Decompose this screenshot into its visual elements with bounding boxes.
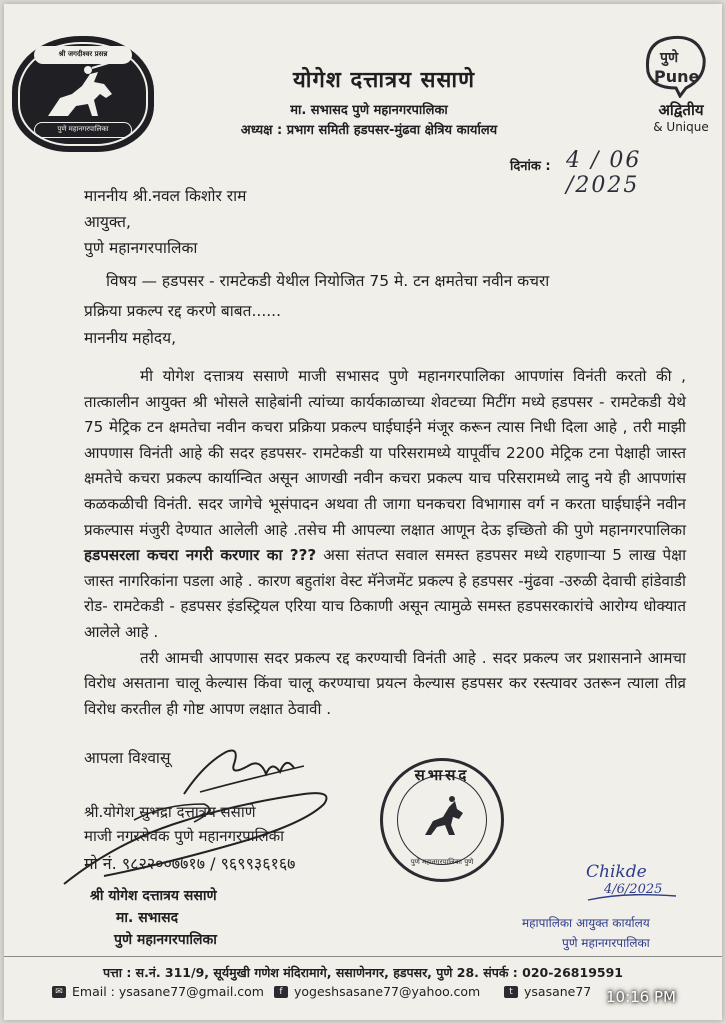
subject-line-2: प्रक्रिया प्रकल्प रद्द करणे बाबत...... <box>84 302 282 320</box>
pune-logo-latin: Pune <box>654 67 700 86</box>
closing: आपला विश्वासू <box>84 749 171 767</box>
name-stamp-line-2: मा. सभासद <box>116 910 179 926</box>
footer-facebook-text: yogeshsasane77@yahoo.com <box>294 984 481 999</box>
receipt-date: 4/6/2025 <box>604 882 663 897</box>
name-stamp-line-3: पुणे महानगरपालिका <box>114 932 217 948</box>
letter-page <box>4 4 722 1020</box>
footer-email <box>52 984 264 999</box>
letterhead-name: योगेश दत्तात्रय ससाणे <box>293 68 475 93</box>
signatory-name: श्री.योगेश सुभद्रा दत्तात्रय ससाणे <box>84 803 256 821</box>
recipient-name: माननीय श्री.नवल किशोर राम <box>84 187 247 205</box>
footer-facebook <box>274 984 480 999</box>
body-paragraph-1: मी योगेश दत्तात्रय ससाणे माजी सभासद पुणे महानगरपालिका आपणांस विनंती करतो की , तात्कालीन आयुक्त श्री भोसले साहेबांनी त्यांच्या कार्यकाळाच्या शेवटच्या मिटींग मध्ये हडपसर - रामटेकडी येथे 75 मेट्रिक टन क्षमतेचा नवीन कचरा प्रक्रिया प्रकल्प घाईघाईने मंजूर करून त्यास निधी दिला आहे , तरी माझी आपणास विनंती आहे की सदर हडपसर- रामटेकडी या परिसरामध्ये यापूर्वीच 2200 मेट्रिक टना पेक्षाही जास्त क्षमतेचे कचरा प्रकल्प कार्यान्वित असून आणखी नवीन कचरा प्रकल्प याच परिसरामध्ये लादु नये ही आपणांस कळकळीची विनंती. सदर जागेचे भूसंपादन अथवा ती जागा घनकचरा विभागास वर्ग न करता घाईघाईने नवीन प्रकल्पास मंजुरी देण्यात आलेली आहे .तसेच मी आपल्या लक्षात आणून देऊ इच्छितो की पुणे महानगरपालिका हडपसरला कचरा नगरी करणार का ??? असा संतप्त सवाल समस्त हडपसर मध्ये राहणाऱ्या 5 लाख पेक्षा जास्त नागरिकांना पडला आहे . कारण बहुतांश वेस्ट मॅनेजमेंट प्रकल्प हे हडपसर -मुंढवा -उरुळी देवाची हांडेवाडी रोड- रामटेकडी - हडपसर इंडस्ट्रियल एरिया याच ठिकाणी असून त्यामुळे समस्त हडपसरकारांचे आरोग्य धोक्यात आलेले आहे . <box>84 367 686 641</box>
footer-twitter <box>504 984 591 999</box>
round-seal <box>380 758 504 882</box>
letterhead-title: मा. सभासद पुणे महानगरपालिका <box>290 103 448 118</box>
footer-divider <box>4 956 722 957</box>
seal-title: सभासद <box>414 766 470 784</box>
tagline-english: & Unique <box>653 120 709 134</box>
receipt-office-line-2: पुणे महानगरपालिका <box>562 936 650 950</box>
salutation: माननीय महोदय, <box>84 329 177 347</box>
footer-address: पत्ता : स.नं. 311/9, सूर्यमुखी गणेश मंदिरामागे, ससाणेनगर, हडपसर, पुणे 28. संपर्क : 020-26819591 <box>103 965 623 980</box>
signatory-phone: मो नं. ९८२२००७७१७ / ९६९९३६१६७ <box>84 854 296 873</box>
highlighted-question: हडपसरला कचरा नगरी करणार का ??? <box>84 546 317 565</box>
facebook-icon: f <box>274 986 288 998</box>
receipt-initials: Chikde <box>586 862 647 882</box>
seal-ring-text: पुणे महानगरपालिका पुणे <box>410 858 474 866</box>
recipient-designation: आयुक्त, <box>84 213 131 231</box>
body-paragraph-2: तरी आमची आपणास सदर प्रकल्प रद्द करण्याची विनंती आहे . सदर प्रकल्प जर प्रशासनाने आमचा विरोध असताना चालू केल्यास किंवा चालू करण्याचा प्रयत्न केल्यास हडपसर कर रस्त्यावर उतरून त्याला तीव्र विरोध करतील ही गोष्ट आपण लक्षात ठेवावी . <box>84 648 686 718</box>
emblem-top-text: श्री जगदीश्वर प्रसन्न <box>34 46 132 64</box>
recipient-organization: पुणे महानगरपालिका <box>84 239 198 257</box>
pune-logo-word: पुणे <box>660 50 679 66</box>
letter-body <box>84 364 686 722</box>
time-overlay: 10:16 PM <box>606 988 676 1006</box>
footer-email-text: Email : ysasane77@gmail.com <box>72 984 264 999</box>
signatory-role: माजी नगरसेवक पुणे महानगरपालिका <box>84 827 285 845</box>
mail-icon: ✉ <box>52 986 66 998</box>
tagline-marathi: अद्वितीय <box>658 101 704 119</box>
date-value: 4 / 06 /2025 <box>566 148 642 198</box>
emblem-bottom-text: पुणे महानगरपालिका <box>34 122 132 138</box>
letterhead-office: अध्यक्ष : प्रभाग समिती हडपसर-मुंढवा क्षेत्रिय कार्यालय <box>240 123 498 138</box>
name-stamp-line-1: श्री योगेश दत्तात्रय ससाणे <box>90 888 217 904</box>
footer-twitter-text: ysasane77 <box>524 984 592 999</box>
subject <box>84 266 680 326</box>
receipt-office-line-1: महापालिका आयुक्त कार्यालय <box>522 916 650 930</box>
subject-line-1: विषय — हडपसर - रामटेकडी येथील नियोजित 75 मे. टन क्षमतेचा नवीन कचरा <box>106 272 550 290</box>
seal-rider-icon <box>421 795 467 839</box>
date-label: दिनांक : <box>510 159 551 174</box>
horse-rider-icon <box>42 64 124 126</box>
pune-unique-logo <box>640 32 716 142</box>
twitter-icon: t <box>504 986 518 998</box>
emblem-logo <box>12 36 154 152</box>
pune-logo-icon <box>640 32 710 98</box>
